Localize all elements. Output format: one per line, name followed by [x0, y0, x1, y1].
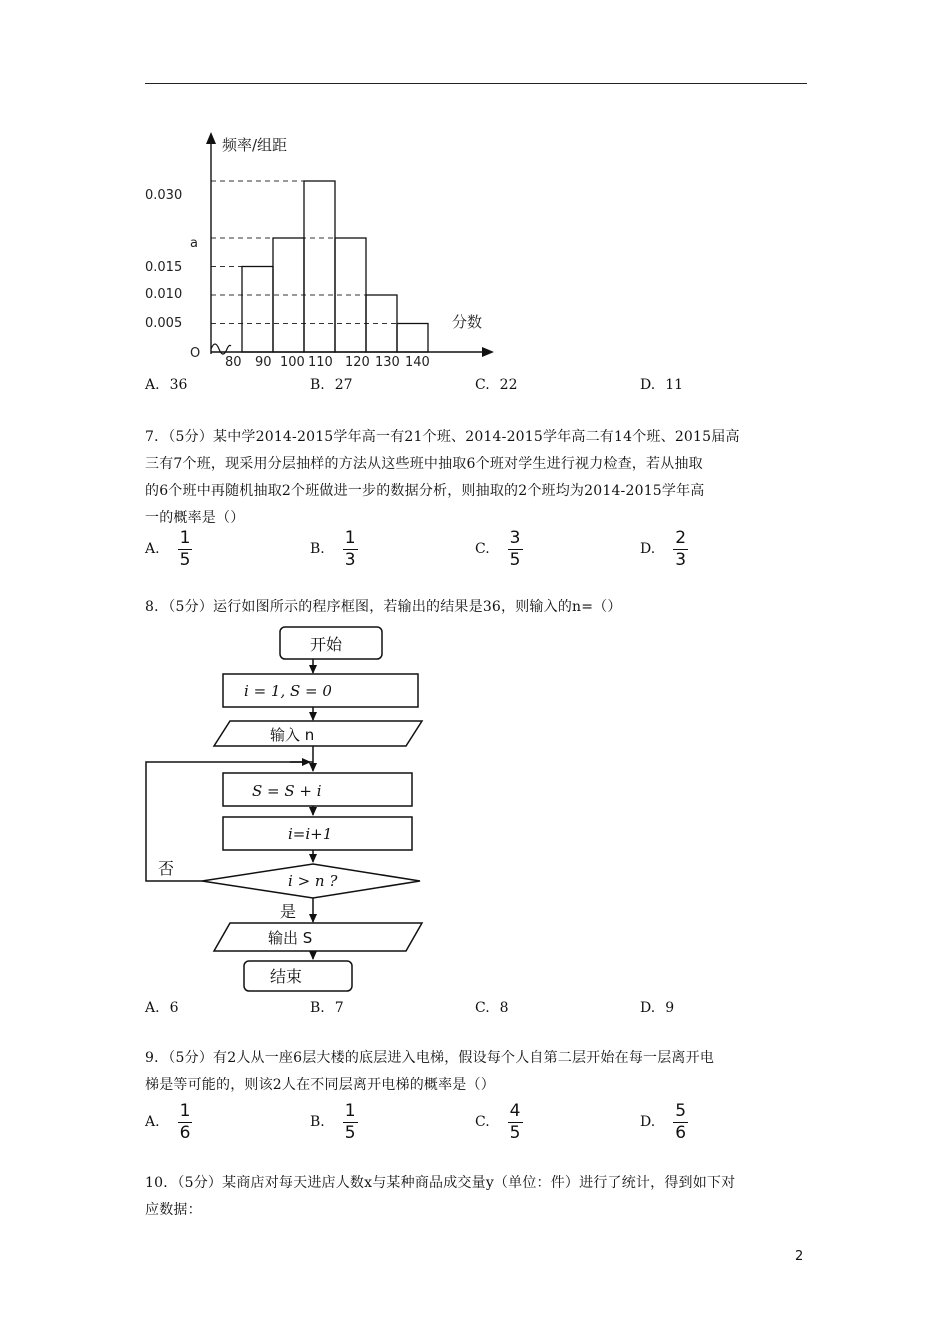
- flow-condition-label: i > n ?: [288, 872, 338, 890]
- q7-line: 7．（5分）某中学2014-2015学年高一有21个班、2014-2015学年高二有14个班、2015届高: [145, 429, 740, 445]
- histogram-bar: [242, 267, 273, 353]
- q9-line: 梯是等可能的，则该2人在不同层离开电梯的概率是（）: [145, 1077, 495, 1093]
- flow-no-label: 否: [158, 859, 175, 878]
- question-10: [145, 1170, 810, 1224]
- flow-output-box: [214, 923, 422, 951]
- q7-option-a: A. $\frac{1}{5}$: [145, 527, 191, 570]
- histogram-bar: [397, 324, 428, 353]
- x-tick-140: 140: [405, 355, 430, 370]
- y-axis-arrow: [206, 132, 216, 144]
- q8-option-c: C. 8: [475, 1000, 509, 1016]
- y-tick-0005: 0.005: [145, 316, 183, 331]
- q9-line: 9．（5分）有2人从一座6层大楼的底层进入电梯，假设每个人自第二层开始在每一层离开电: [145, 1050, 715, 1066]
- flow-input-box: [214, 721, 422, 746]
- x-tick-90: 90: [255, 355, 272, 370]
- q10-line: 应数据：: [145, 1202, 202, 1218]
- x-axis-label: 分数: [452, 313, 483, 331]
- q7-option-d: D. $\frac{2}{3}$: [640, 527, 687, 570]
- header-rule: [145, 83, 807, 84]
- q8-option-a: A. 6: [145, 1000, 179, 1016]
- q9-option-c: C. $\frac{4}{5}$: [475, 1100, 521, 1143]
- q7-option-b: B. $\frac{1}{3}$: [310, 527, 356, 570]
- y-tick-a: a: [190, 236, 198, 251]
- histogram-bars: [242, 181, 428, 352]
- flow-end-label: 结束: [270, 967, 303, 986]
- q7-option-c: C. $\frac{3}{5}$: [475, 527, 521, 570]
- x-axis-arrow: [482, 347, 494, 357]
- q7-line: 的6个班中再随机抽取2个班做进一步的数据分析，则抽取的2个班均为2014-2015学年高: [145, 483, 705, 499]
- histogram-guides: [211, 181, 428, 324]
- y-tick-0010: 0.010: [145, 287, 183, 302]
- flow-start-label: 开始: [310, 635, 343, 654]
- q9-option-a: A. $\frac{1}{6}$: [145, 1100, 191, 1143]
- q9-option-d: D. $\frac{5}{6}$: [640, 1100, 687, 1143]
- question-8: [145, 594, 810, 621]
- q8-option-b: B. 7: [310, 1000, 344, 1016]
- flow-step-incr-label: i=i+1: [288, 825, 333, 843]
- x-tick-100: 100: [280, 355, 305, 370]
- flow-input-label: 输入 n: [270, 726, 315, 744]
- program-flowchart: [140, 625, 430, 997]
- page-number: 2: [795, 1249, 804, 1264]
- q6-option-b: B. 27: [310, 377, 353, 393]
- q8-options: [145, 1000, 805, 1028]
- question-7: [145, 424, 810, 532]
- y-axis-label: 频率/组距: [222, 136, 288, 154]
- q10-line: 10．（5分）某商店对每天进店人数x与某种商品成交量y（单位：件）进行了统计，得到如下对: [145, 1175, 736, 1191]
- x-tick-130: 130: [375, 355, 400, 370]
- q6-option-c: C. 22: [475, 377, 518, 393]
- q8-option-d: D. 9: [640, 1000, 675, 1016]
- x-tick-80: 80: [225, 355, 242, 370]
- flow-output-label: 输出 S: [268, 929, 313, 947]
- flow-yes-label: 是: [280, 902, 297, 921]
- y-tick-0030: 0.030: [145, 188, 183, 203]
- flow-step-sum-label: S = S + i: [252, 782, 322, 800]
- origin-label: O: [190, 346, 201, 361]
- histogram-bar: [304, 181, 335, 352]
- q6-options: [145, 377, 805, 405]
- question-9: [145, 1045, 810, 1099]
- q6-option-a: A. 36: [145, 377, 188, 393]
- x-tick-110: 110: [308, 355, 333, 370]
- q7-line: 一的概率是（）: [145, 510, 245, 526]
- q9-option-b: B. $\frac{1}{5}$: [310, 1100, 356, 1143]
- x-tick-120: 120: [345, 355, 370, 370]
- frequency-histogram: [140, 128, 510, 378]
- q7-line: 三有7个班，现采用分层抽样的方法从这些班中抽取6个班对学生进行视力检查，若从抽取: [145, 456, 703, 472]
- y-tick-0015: 0.015: [145, 260, 183, 275]
- q6-option-d: D. 11: [640, 377, 684, 393]
- q8-text: 8．（5分）运行如图所示的程序框图，若输出的结果是36，则输入的n=（）: [145, 599, 622, 615]
- flow-init-label: i = 1, S = 0: [244, 682, 332, 700]
